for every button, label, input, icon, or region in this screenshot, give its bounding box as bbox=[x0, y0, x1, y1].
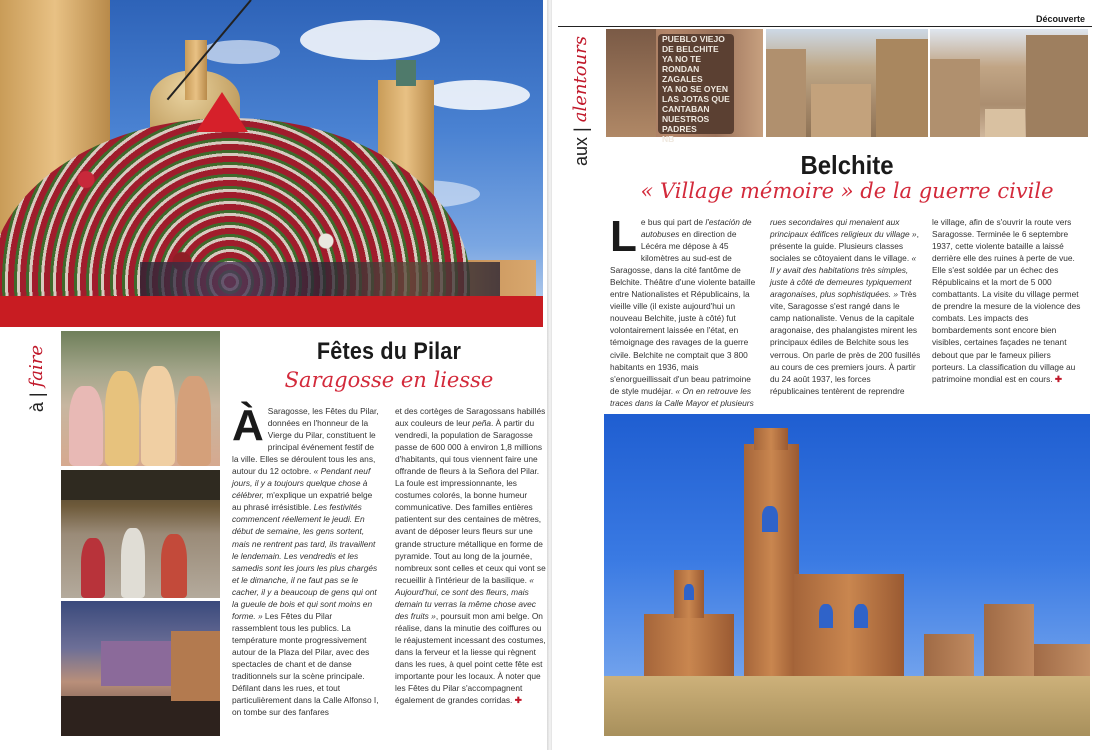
section-tag-prefix: aux bbox=[571, 136, 591, 166]
article-column-3 bbox=[932, 216, 1082, 408]
header-rule bbox=[558, 26, 1092, 27]
section-tag-aux-alentours: aux | alentours bbox=[570, 36, 591, 166]
street-parade-photo bbox=[61, 470, 220, 598]
belchite-church-ruins-photo bbox=[604, 414, 1090, 736]
article-title: Fêtes du Pilar bbox=[316, 338, 462, 365]
drop-cap: À bbox=[232, 401, 264, 450]
article-column-2 bbox=[770, 216, 922, 408]
section-tag-a-faire: à | faire bbox=[26, 345, 47, 413]
article-column-1 bbox=[232, 401, 379, 741]
basilica-flower-offering-photo bbox=[0, 0, 543, 327]
traditional-costume-women-photo bbox=[61, 331, 220, 466]
article-column-2 bbox=[395, 405, 547, 741]
article-title: Belchite bbox=[800, 150, 894, 180]
end-mark-icon: ✚ bbox=[514, 695, 522, 706]
drop-cap: L bbox=[610, 212, 637, 261]
column-text: rues secondaires qui menaient aux principaux édifices religieux du village », présente la guide. Plusieurs classes sociales se côtoyaient dans le village. « Il y avait des habitations très simples, juste à côté de demeures typiquement aragonaises, plus sophistiquées. » Très vite, Saragosse s'est rangé dans le camp nationaliste. Venus de la capitale aragonaise, des phalangistes mirent les principaux édiles de Belchite sous les verrous. On parle de près de 200 fusillés au cours de ces premiers jours. À partir du 24 août 1937, les forces républicaines tentèrent de reprendre bbox=[770, 217, 921, 396]
left-page bbox=[0, 0, 548, 750]
painted-sign-photo bbox=[606, 29, 763, 144]
column-text: Saragosse, les Fêtes du Pilar, données en l'honneur de la Vierge du Pilar, constituent le principal événement festif de la ville. Elles se déroulent tous les ans, autour du 12 octobre. « Pendant neuf jours, il y a toujours quelque chose à célébrer, m'explique un expatrié belge au phrasé irrésistible. Les festivités commencent réellement le jeudi. En début de semaine, les gens sortent, mais ne rentrent pas tard, ils travaillent le lendemain. Les vendredis et les samedis sont les jours les plus chargés et le dimanche, il ne faut pas se le cacher, il y a beaucoup de gens qui ont la gueule de bois et qui sont moins en forme. » Les Fêtes du Pilar rassemblent tous les publics. La température monte progressivement autour de la Plaza del Pilar, avec des spectacles de chant et de danse traditionnels sur la scène principale. Défilant dans les rues, et tout particulièrement dans la Calle Alfonso I, on tombe sur des fanfares bbox=[232, 406, 379, 718]
column-text: et des cortèges de Saragossans habillés aux couleurs de leur peña. À partir du vendredi, la population de Saragosse passe de 600 000 à environ 1,8 millions d'habitants, qui tous viennent faire une offrande de fleurs à la Señora del Pilar. La foule est impressionnante, les costumes colorés, la bonne humeur communicative. Des familles entières patientent sur des centaines de mètres, avant de déposer leurs fleurs sur une grande structure métallique en forme de pyramide. Tout au long de la journée, nombreux sont celles et ceux qui vont se recueillir à l'intérieur de la basilique. « Aujourd'hui, ce sont des fleurs, mais demain tu verras la même chose avec des fruits », poursuit mon ami belge. On réalise, dans la minutie des coiffures ou le réajustement incessant des costumes, dans la ferveur et la liesse qui règnent dans les rues, à quel point cette fête est importante pour les locaux. À noter que les Fêtes du Pilar s'accompagnent également de grandes corridas. bbox=[395, 406, 546, 706]
section-tag-word: alentours bbox=[570, 36, 591, 123]
column-text: e bus qui part de l'estación de autobuses en direction de Lécéra me dépose à 45 kilomètres au sud-est de Saragosse, dans la cité fantôme de Belchite. Théâtre d'une violente bataille entre Nationalistes et Républicains, la vieille ville (il existe aujourd'hui un nouveau Belchite, juste à côté) fut volontairement laissée en l'état, en témoignage des ravages de la guerre civile. Belchite ne comptait que 3 800 habitants en 1936, mais s'enorgueillissait d'un beau patrimoine de style mudéjar. « On en retrouve les traces dans la Calle Mayor et plusieurs bbox=[610, 217, 756, 408]
ruined-street-photo bbox=[766, 29, 928, 137]
ruined-alley-photo bbox=[930, 29, 1088, 137]
section-tag-word: faire bbox=[26, 345, 47, 388]
running-head: Découverte bbox=[1036, 14, 1086, 24]
painted-sign: PUEBLO VIEJO DE BELCHITE YA NO TE RONDAN ZAGALES YA NO SE OYEN LAS JOTAS QUE CANTABAN NUESTROS PADRES NB bbox=[658, 34, 734, 134]
column-text: le village, afin de s'ouvrir la route vers Saragosse. Terminée le 6 septembre 1937, cette violente bataille a laissé derrière elle des ruines à perte de vue. Elle s'est soldée par un échec des Républicains et la mort de 5 000 combattants. La visite du village permet de prendre la mesure de la violence des combats. Les impacts des bombardements sont encore bien visibles, certaines façades ne tenant debout que par le fameux piliers porteurs. La classification du village au patrimoine mondial est en cours. bbox=[932, 217, 1081, 384]
section-tag-prefix: à bbox=[27, 402, 47, 413]
end-mark-icon: ✚ bbox=[1054, 373, 1062, 384]
article-subtitle: Saragosse en liesse bbox=[284, 368, 494, 392]
plaza-stage-concert-photo bbox=[61, 601, 220, 736]
article-column-1 bbox=[610, 212, 760, 408]
article-subtitle: « Village mémoire » de la guerre civile bbox=[640, 179, 1054, 203]
